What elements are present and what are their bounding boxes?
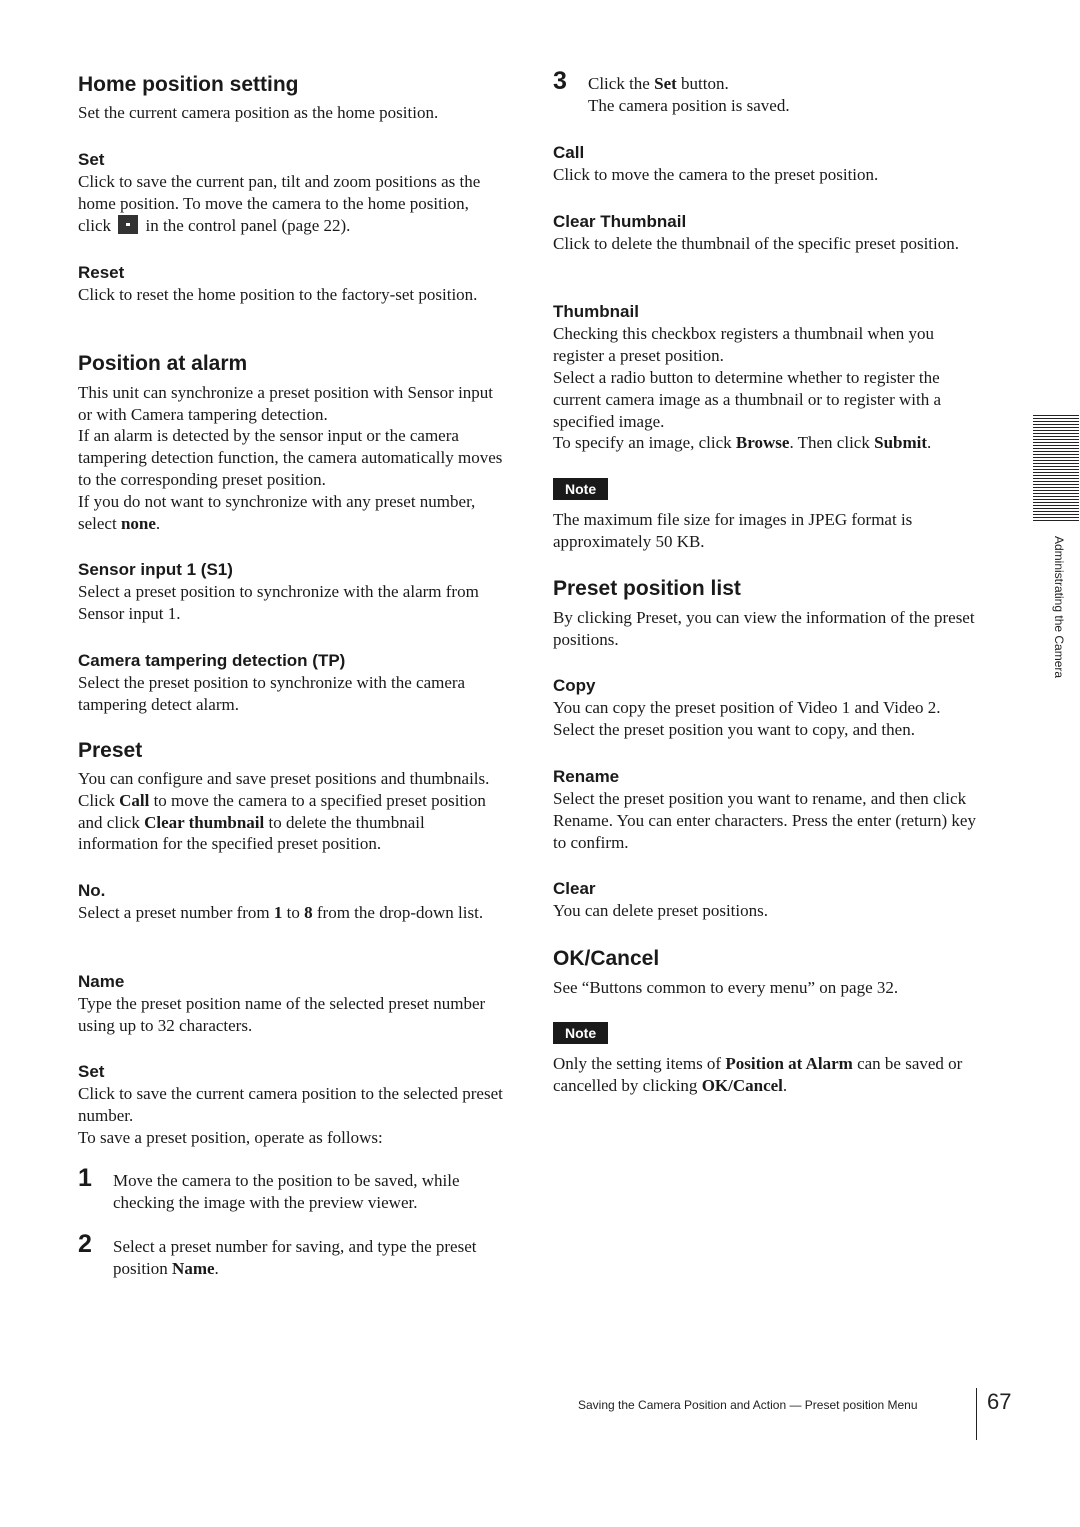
note-2 — [553, 1022, 983, 1044]
thumbnail-text-1: Checking this checkbox registers a thumbnail when you register a preset position. — [553, 324, 934, 365]
step-1-number: 1 — [78, 1164, 92, 1192]
camera-tampering-text: Select the preset position to synchronize with the camera tampering detect alarm. — [78, 673, 466, 714]
clear-thumbnail-heading: Clear Thumbnail — [553, 212, 687, 231]
home-reset-text: Click to reset the home position to the factory-set position. — [78, 285, 478, 304]
sensor-input-heading: Sensor input 1 (S1) — [78, 560, 233, 579]
copy-heading: Copy — [553, 676, 596, 695]
ok-cancel-text: See “Buttons common to every menu” on page 32. — [553, 978, 899, 997]
home-position-setting-heading: Home position setting — [78, 73, 299, 96]
clear-heading: Clear — [553, 879, 596, 898]
home-position-icon — [118, 215, 138, 234]
home-reset-heading: Reset — [78, 263, 125, 282]
step-2-text: Select a preset number for saving, and type the preset position Name. — [113, 1237, 477, 1278]
preset-name-heading: Name — [78, 972, 125, 991]
side-chapter-label: Administrating the Camera — [1052, 536, 1066, 679]
ok-cancel-heading: OK/Cancel — [553, 947, 660, 970]
camera-tampering-heading: Camera tampering detection (TP) — [78, 651, 346, 670]
call-heading: Call — [553, 143, 585, 162]
preset-no-heading: No. — [78, 881, 106, 900]
preset-position-list-heading: Preset position list — [553, 577, 741, 600]
preset-set-heading: Set — [78, 1062, 105, 1081]
note-2-label: Note — [553, 1022, 608, 1044]
page-number: 67 — [987, 1389, 1012, 1414]
clear-thumbnail-text: Click to delete the thumbnail of the specific preset position. — [553, 234, 960, 253]
note-2-text: Only the setting items of Position at Alarm can be saved or cancelled by clicking OK/Cancel. — [553, 1054, 963, 1095]
position-at-alarm-heading: Position at alarm — [78, 352, 248, 375]
footer-divider — [976, 1388, 977, 1440]
step-2-number: 2 — [78, 1230, 92, 1258]
preset-list-intro: By clicking Preset, you can view the information of the preset positions. — [553, 608, 975, 649]
home-position-intro: Set the current camera position as the home position. — [78, 103, 439, 122]
rename-heading: Rename — [553, 767, 620, 786]
rename-text: Select the preset position you want to rename, and then click Rename. You can enter characters. Press the enter (return) key to confirm. — [553, 789, 976, 852]
alarm-para-3: If you do not want to synchronize with any preset number, select none. — [78, 492, 476, 533]
preset-set-text-1: Click to save the current camera position to the selected preset number. — [78, 1084, 503, 1125]
thumbnail-text-3: To specify an image, click Browse. Then click Submit. — [553, 433, 932, 452]
clear-text: You can delete preset positions. — [553, 901, 768, 920]
step-2 — [78, 1230, 503, 1280]
side-tab-marker — [1033, 415, 1079, 522]
thumbnail-heading: Thumbnail — [553, 302, 639, 321]
note-1 — [553, 478, 983, 500]
preset-intro: You can configure and save preset positions and thumbnails. Click Call to move the camera to a specified preset position and click Clear thumbnail to delete the thumbnail information for the specified preset position. — [78, 769, 490, 854]
step-3 — [553, 67, 983, 117]
preset-heading: Preset — [78, 739, 143, 762]
preset-set-text-2: To save a preset position, operate as follows: — [78, 1128, 383, 1147]
preset-name-text: Type the preset position name of the selected preset number using up to 32 characters. — [78, 994, 486, 1035]
sensor-input-text: Select a preset position to synchronize with the alarm from Sensor input 1. — [78, 582, 479, 623]
step-3-text: Click the Set button. The camera position is saved. — [588, 74, 790, 115]
copy-text: You can copy the preset position of Video 1 and Video 2. Select the preset position you want to copy, and then. — [553, 698, 941, 739]
step-1-text: Move the camera to the position to be saved, while checking the image with the preview viewer. — [113, 1171, 460, 1212]
alarm-para-1: This unit can synchronize a preset position with Sensor input or with Camera tampering detection. — [78, 383, 494, 424]
home-set-text: Click to save the current pan, tilt and zoom positions as the home position. To move the camera to the home position, click in the control panel (page 22). — [78, 172, 481, 235]
alarm-para-2: If an alarm is detected by the sensor input or the camera tampering detection function, the camera automatically moves to the corresponding preset position. — [78, 426, 503, 489]
note-1-text: The maximum file size for images in JPEG format is approximately 50 KB. — [553, 510, 913, 551]
preset-no-text: Select a preset number from 1 to 8 from the drop-down list. — [78, 903, 484, 922]
footer-section-title: Saving the Camera Position and Action — Preset position Menu — [578, 1398, 918, 1412]
note-1-label: Note — [553, 478, 608, 500]
thumbnail-text-2: Select a radio button to determine whether to register the current camera image as a thumbnail or to register with a specified image. — [553, 368, 942, 431]
call-text: Click to move the camera to the preset position. — [553, 165, 879, 184]
step-1 — [78, 1164, 503, 1214]
home-set-heading: Set — [78, 150, 105, 169]
step-3-number: 3 — [553, 67, 567, 95]
